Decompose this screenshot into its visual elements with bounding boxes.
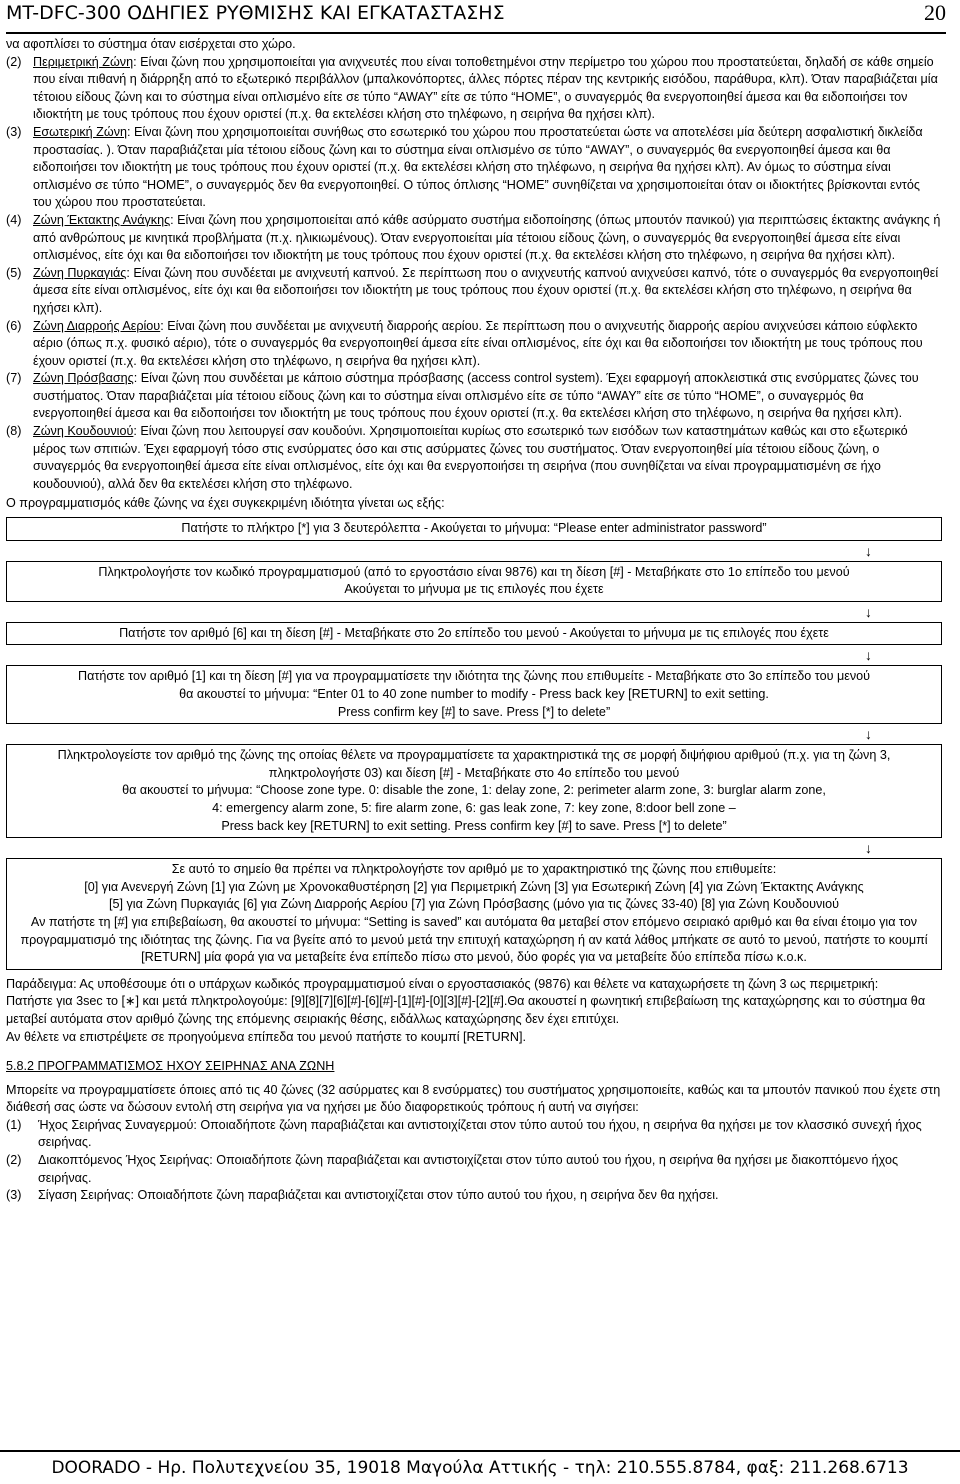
step-text: Αν πατήστε τη [#] για επιβεβαίωση, θα ακουστεί το μήνυμα: “Setting is saved” και αυτόματα θα μεταβεί στον επόμενο σειριακό αριθμό και θα είναι έτοιμο για τον προγραμματισμό της ιδιότητας της ζώνης. Για να βγείτε από το μενού μετά την επιτυχή καταχώρηση ή αν κατά λάθος μπήκατε σε αυτό το μενού, πατήστε το κουμπί [RETURN] μία φορά για να μεταβείτε ένα επίπεδο πίσω στο μενού, δύο φορές για να μεταβείτε δύο επίπεδα πίσω κ.ο.κ. (20, 914, 928, 965)
page-header (6, 0, 946, 34)
zone-name: Ζώνη Έκτακτης Ανάγκης (33, 212, 171, 227)
item-number: (1) (6, 1117, 22, 1132)
step-box (6, 665, 942, 724)
siren-sound-item (6, 1117, 942, 1152)
step-text: Πατήστε τον αριθμό [6] και τη δίεση [#] - Μεταβήκατε στο 2ο επίπεδο του μενού - Ακούγεται το μήνυμα με τις επιλογές που έχετε (119, 625, 829, 640)
item-number: (8) (6, 424, 22, 439)
item-number: (3) (6, 124, 22, 139)
item-text: Σίγαση Σειρήνας: Οποιαδήποτε ζώνη παραβιάζεται και αντιστοιχίζεται στον τύπο αυτού του ήχου, η σειρήνα δεν θα ηχήσει. (38, 1188, 719, 1203)
step-box (6, 622, 942, 646)
step-text: Σε αυτό το σημείο θα πρέπει να πληκτρολογήστε τον αριθμό με το χαρακτηριστικό της ζώνης που επιθυμείτε: (171, 862, 777, 877)
step-text: Πληκτρολογήστε τον κωδικό προγραμματισμού (από το εργοστάσιο είναι 9876) και τη δίεση [#] - Μεταβήκατε στο 1ο επίπεδο του μενού (98, 564, 850, 579)
step-box (6, 561, 942, 602)
zone-item (6, 124, 942, 212)
page-number: 20 (924, 0, 946, 25)
zone-description: : Είναι ζώνη που συνδέεται με ανιχνευτή διαρροής αερίου. Σε περίπτωση που ο ανιχνευτής διαρροής αερίου ανιχνεύσει κάποιο εύφλεκτο αέριο (όπως π.χ. φυσικό αέριο), τότε ο συναγερμός θα ενεργοποιηθεί άμεσα είτε είναι οπλισμένος, είτε όχι και θα ειδοποιήσει τον ιδιοκτήτη με τους τρόπους που έχουν οριστεί (π.χ. θα εκτελέσει κλήση στο τηλέφωνο, η σειρήνα θα ηχήσει κλπ). (33, 318, 923, 368)
step-text: 4: emergency alarm zone, 5: fire alarm zone, 6: gas leak zone, 7: key zone, 8:door bell zone – (212, 800, 736, 815)
zone-description: : Είναι ζώνη που λειτουργεί σαν κουδούνι. Χρησιμοποιείται κυρίως στο εσωτερικό των εισόδων των καταστημάτων καθώς και στο εξωτερικό μέρος των σπιτιών. Έχει εφαρμογή τόσο στις ενσύρματες όσο και στις ασύρματες ζώνες του συστήματος. Όταν ενεργοποιηθεί μία τέτοιου είδους ζώνη, ο συναγερμός θα ενεργοποιηθεί άμεσα είτε είναι οπλισμένος, είτε όχι και θα ενεργοποιήσει τη σειρήνα (που συνηθίζεται να είναι προγραμματισμένη σε ήχο κουδουνιού), αλλά δεν θα εκτελέσει κλήση στο τηλέφωνο. (33, 424, 908, 491)
zone-name: Ζώνη Διαρροής Αερίου (33, 318, 161, 333)
step-text: θα ακουστεί το μήνυμα: “Choose zone type. 0: disable the zone, 1: delay zone, 2: perimeter alarm zone, 3: burglar alarm zone, (122, 783, 826, 798)
down-arrow-icon: ↓ (865, 840, 872, 857)
item-text: Ήχος Σειρήνας Συναγερμού: Οποιαδήποτε ζώνη παραβιάζεται και αντιστοιχίζεται στον τύπο αυτού του ήχου, η σειρήνα θα ηχήσει με τον κλασσικό συνεχή ήχος σειρήνας. (38, 1117, 922, 1150)
document-title: MT-DFC-300 ΟΔΗΓΙΕΣ ΡΥΘΜΙΣΗΣ ΚΑΙ ΕΓΚΑΤΑΣΤΑΣΗΣ (6, 2, 505, 24)
zone-description: : Είναι ζώνη που συνδέεται με ανιχνευτή καπνού. Σε περίπτωση που ο ανιχνευτής καπνού ανιχνεύσει καπνό, τότε ο συναγερμός θα ενεργοποιηθεί άμεσα είτε είναι οπλισμένος, είτε όχι και θα ειδοποιήσει τον ιδιοκτήτη με τους τρόπους που έχουν οριστεί (π.χ. θα εκτελέσει κλήση στο τηλέφωνο, η σειρήνα θα ηχήσει κλπ). (33, 265, 939, 315)
program-intro: Ο προγραμματισμός κάθε ζώνης να έχει συγκεκριμένη ιδιότητα γίνεται ως εξής: (6, 496, 445, 511)
step-text: θα ακουστεί το μήνυμα: “Enter 01 to 40 zone number to modify - Press back key [RETURN] to exit setting. (179, 687, 769, 701)
down-arrow-icon: ↓ (865, 542, 872, 559)
zone-item (6, 265, 942, 318)
siren-sound-item (6, 1187, 942, 1205)
item-number: (7) (6, 371, 22, 386)
item-number: (2) (6, 54, 22, 69)
item-number: (5) (6, 265, 22, 280)
zone-description: : Είναι ζώνη που χρησιμοποιείται για ανιχνευτές που είναι τοποθετημένοι στην περίμετρο του χώρου που προστατεύεται, δηλαδή σε κάθε σημείο που είναι πιθανή η διάρρηξη από το εξωτερικό περιβάλλον (μπαλκονόπορτες, άλλες πόρτες πέραν της κεντρικής εισόδου, παράθυρα, κλπ). Όταν παραβιάζεται μία τέτοιου είδους ζώνη και το σύστημα είναι οπλισμένο είτε σε τύπο “AWAY” είτε σε τύπο “HOME”, ο συναγερμός θα ενεργοποιηθεί άμεσα και θα ειδοποιήσει τον ιδιοκτήτη με τους τρόπους που έχουν οριστεί (π.χ. θα εκτελέσει κλήση στο τηλέφωνο, η σειρήνα θα ηχήσει κλπ). (33, 54, 938, 122)
example-text: Παράδειγμα: Ας υποθέσουμε ότι ο υπάρχων κωδικός προγραμματισμού είναι ο εργοστασιακός (9876) και θέλετε να καταχωρήσετε τη ζώνη 3 ως περιμετρική: (6, 976, 879, 991)
step-text: Πατήστε το πλήκτρο [*] για 3 δευτερόλεπτα - Ακούγεται το μήνυμα: “Please enter administrator password” (181, 521, 767, 536)
down-arrow-icon: ↓ (865, 603, 872, 620)
example-text: Πατήστε για 3sec το [∗] και μετά πληκτρολογούμε: [9][8][7][6][#]-[6][#]-[1][#]-[0][3][#]-[2][#].Θα ακουστεί η φωνητική επιβεβαίωση της καταχώρησης και το σύστημα θα μεταβεί αυτόματα στον αριθμό ζώνης της επόμενης σειριακής θέσης, ειδάλλως καταχώρησης δεν έχει επιτύχει. (6, 994, 926, 1026)
step-text: Πληκτρολογείστε τον αριθμό της ζώνης της οποίας θέλετε να προγραμματίσετε τα χαρακτηριστικά της σε μορφή διψήφιου αριθμού (π.χ. για τη ζώνη 3, πληκτρολογήστε 03) και δίεση [#] - Μεταβήκατε στο 4ο επίπεδο του μενού (57, 748, 891, 780)
step-box (6, 858, 942, 970)
zone-item (6, 423, 942, 493)
zone-item (6, 54, 942, 124)
step-text: [0] για Ανενεργή Ζώνη [1] για Ζώνη με Χρονοκαθυστέρηση [2] για Περιμετρική Ζώνη [3] για Εσωτερική Ζώνη [4] για Ζώνη Έκτακτης Ανάγκης (84, 879, 864, 894)
page-footer: DOORADO - Ηρ. Πολυτεχνείου 35, 19018 Μαγούλα Αττικής - τηλ: 210.555.8784, φαξ: 211.268.6713 (0, 1450, 960, 1484)
item-number: (2) (6, 1153, 22, 1168)
item-text: Διακοπτόμενος Ήχος Σειρήνας: Οποιαδήποτε ζώνη παραβιάζεται και αντιστοιχίζεται στον τύπο αυτού του ήχου, η σειρήνα θα ηχήσει με διακοπτόμενο ήχος σειρήνας. (38, 1153, 899, 1185)
zone-name: Περιμετρική Ζώνη (33, 54, 134, 69)
zone-types-list (6, 54, 942, 494)
step-text: Press confirm key [#] to save. Press [*] to delete” (337, 704, 611, 719)
step-text: Press back key [RETURN] to exit setting. Press confirm key [#] to save. Press [*] to delete” (221, 818, 727, 833)
step-box (6, 744, 942, 838)
example-text: Αν θέλετε να επιστρέψετε σε προηγούμενα επίπεδα του μενού πατήστε το κουμπί [RETURN]. (6, 1029, 526, 1044)
zone-name: Ζώνη Πυρκαγιάς (33, 265, 127, 280)
zone-name: Ζώνη Κουδουνιού (33, 424, 134, 439)
item-number: (3) (6, 1188, 22, 1203)
section-heading: 5.8.2 ΠΡΟΓΡΑΜΜΑΤΙΣΜΟΣ ΗΧΟΥ ΣΕΙΡΗΝΑΣ ΑΝΑ ΖΩΝΗ (6, 1059, 335, 1074)
step-box (6, 517, 942, 541)
zone-item (6, 370, 942, 423)
programming-flowchart (6, 517, 942, 970)
zone-item (6, 212, 942, 265)
step-text: [5] για Ζώνη Πυρκαγιάς [6] για Ζώνη Διαρροής Αερίου [7] για Ζώνη Πρόσβασης (μόνο για τις ζώνες 33-40) [8] για Ζώνη Κουδουνιού (108, 897, 839, 912)
step-text: Ακούγεται το μήνυμα με τις επιλογές που έχετε (344, 582, 604, 597)
down-arrow-icon: ↓ (865, 726, 872, 743)
siren-sound-item (6, 1152, 942, 1187)
item-number: (4) (6, 212, 22, 227)
intro-line: να αφοπλίσει το σύστημα όταν εισέρχεται στο χώρο. (6, 37, 296, 51)
zone-description: : Είναι ζώνη που συνδέεται με κάποιο σύστημα πρόσβασης (access control system). Έχει εφαρμογή αποκλειστικά στις ενσύρματες ζώνες του συστήματος. Όταν παραβιάζεται μία τέτοιου είδους ζώνη και το σύστημα είναι οπλισμένο είτε σε τύπο “AWAY” είτε σε τύπο “HOME”, ο συναγερμός θα ενεργοποιηθεί άμεσα και θα ειδοποιήσει τον ιδιοκτήτη με τους τρόπους που έχουν οριστεί (π.χ. θα εκτελέσει κλήση στο τηλέφωνο, η σειρήνα θα ηχήσει κλπ). (33, 371, 919, 421)
example-block (6, 976, 942, 1046)
step-text: Πατήστε τον αριθμό [1] και τη δίεση [#] για να προγραμματίσετε την ιδιότητα της ζώνης που επιθυμείτε - Μεταβήκατε στο 3ο επίπεδο του μενού (77, 669, 871, 684)
siren-sound-list (6, 1117, 942, 1205)
item-number: (6) (6, 318, 22, 333)
section-intro: Μπορείτε να προγραμματίσετε όποιες από τις 40 ζώνες (32 ασύρματες και 8 ενσύρματες) του συστήματος χρησιμοποιείτε, καθώς και τα μπουτόν πανικού που έχετε στη διάθεσή σας ώστε να δώσουν εντολή στη σειρήνα για να ηχήσει με δύο διαφορετικούς τρόπους ή αυτή να σιγήσει: (6, 1082, 941, 1115)
zone-description: : Είναι ζώνη που χρησιμοποιείται από κάθε ασύρματο συστήμα ειδοποίησης (όπως μπουτόν πανικού) για περιπτώσεις έκτακτης ανάγκης ή από ανθρώπους με κινητικά προβλήματα (π.χ. ηλικιωμένους). Όταν ενεργοποιείται μία τέτοιου είδους ζώνη, ο συναγερμός θα ενεργοποιηθεί άμεσα είτε είναι οπλισμένος, είτε όχι και θα ειδοποιήσει τον ιδιοκτήτη με τους τρόπους που έχουν οριστεί (π.χ. θα εκτελέσει κλήση στο τηλέφωνο, η σειρήνα θα ηχήσει κλπ). (33, 212, 941, 263)
zone-name: Ζώνη Πρόσβασης (33, 371, 134, 386)
page-body (6, 36, 942, 1205)
zone-description: : Είναι ζώνη που χρησιμοποιείται συνήθως στο εσωτερικό του χώρου που προστατεύεται ώστε να αποτελέσει μία δεύτερη ασφαλιστική δικλείδα προστασίας. ). Όταν παραβιάζεται μία τέτοιου είδους ζώνη και το σύστημα είναι οπλισμένο σε τύπο “AWAY”, ο συναγερμός θα ενεργοποιηθεί άμεσα και θα ειδοποιήσει τον ιδιοκτήτη με τους τρόπους που έχουν οριστεί (π.χ. θα εκτελέσει κλήση στο τηλέφωνο, η σειρήνα θα ηχήσει κλπ). Αν όμως το σύστημα είναι οπλισμένο σε τύπο “HOME”, ο συναγερμός δεν θα ενεργοποιηθεί. Ο τύπος όπλισης “HOME” συνηθίζεται να χρησιμοποιείται όταν οι ιδιοκτήτες βρίσκονται εντός του χώρου που προστατεύεται. (33, 124, 923, 210)
down-arrow-icon: ↓ (865, 647, 872, 664)
zone-item (6, 318, 942, 371)
zone-name: Εσωτερική Ζώνη (33, 124, 128, 139)
